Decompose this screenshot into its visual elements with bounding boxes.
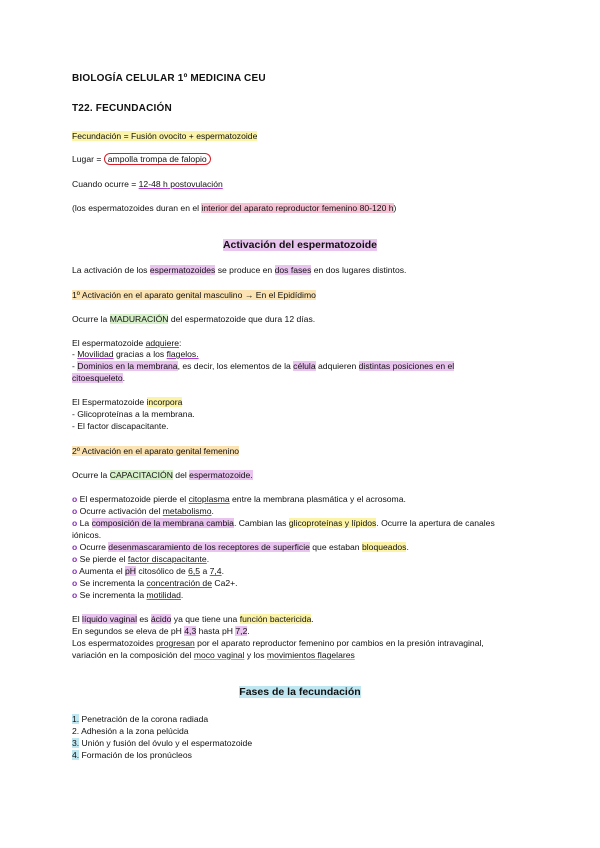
underlined-run: flagelos.: [166, 349, 199, 359]
highlight-run: 7,2: [235, 626, 248, 636]
underlined-run: metabolismo: [162, 506, 212, 516]
list-text: Penetración de la corona radiada: [79, 714, 209, 724]
highlight-run: MADURACIÓN: [109, 314, 169, 324]
highlight-run: 4,3: [184, 626, 197, 636]
text-run: adquieren: [315, 361, 359, 371]
underlined-run: Movilidad: [77, 349, 114, 359]
bullet-icon: o: [72, 554, 78, 564]
section-heading-activation: [0, 239, 600, 251]
text-run: El: [72, 614, 83, 624]
definition-line: [72, 131, 257, 142]
section-heading-text: Activación del espermatozoide: [222, 239, 378, 251]
text-run: El espermatozoide: [72, 338, 146, 348]
text-run: .: [122, 373, 126, 383]
domains-line-2: [72, 373, 125, 384]
bullet-icon: o: [72, 506, 78, 516]
text-run: y los: [244, 650, 267, 660]
mobility-line: [72, 349, 199, 360]
underlined-run: factor discapacitante: [127, 554, 207, 564]
bullet-icon: o: [72, 542, 78, 552]
underlined-run: adquiere: [145, 338, 180, 348]
highlight-run: CAPACITACIÓN: [109, 470, 173, 480]
highlight-run: espermatozoide.: [189, 470, 253, 480]
underlined-run: concentración de: [146, 578, 212, 588]
highlight-run: dos fases: [274, 265, 312, 275]
underlined-run: movimientos flagelares: [266, 650, 355, 660]
list-item: [72, 738, 252, 749]
text-run: . Ocurre la apertura de canales: [376, 518, 495, 528]
list-item: [72, 750, 192, 761]
text-run: del espermatozoide que dura 12 días.: [168, 314, 316, 324]
bullet-icon: o: [72, 590, 78, 600]
highlight-run: composición de la membrana cambia: [91, 518, 234, 528]
text-run: es: [136, 614, 151, 624]
when-line: [72, 179, 223, 190]
phase2-title-text: 2º Activación en el aparato genital femenino: [72, 446, 240, 456]
section-heading-phases: [0, 686, 600, 698]
survival-value: interior del aparato reproductor femenino 80-120 h: [201, 203, 394, 213]
domains-line: [72, 361, 454, 372]
place-value: ampolla trompa de falopio: [104, 153, 211, 165]
definition-text: Fecundación = Fusión ovocito + espermatozoide: [72, 131, 258, 141]
underlined-run: motilidad: [146, 590, 181, 600]
text-run: .: [206, 554, 210, 564]
text-run: La: [77, 518, 92, 528]
text-run: Ocurre la: [72, 470, 110, 480]
list-item: [72, 714, 208, 725]
vaginal-line-4: [72, 650, 355, 661]
text-run: Se pierde el: [77, 554, 128, 564]
list-item: [72, 518, 495, 529]
text-run: -: [72, 349, 78, 359]
highlight-run: citoesqueleto: [72, 373, 123, 383]
bullet-icon: o: [72, 494, 78, 504]
list-item: [72, 566, 224, 577]
text-run: El espermatozoide pierde el: [77, 494, 189, 504]
list-item: [72, 726, 189, 737]
text-run: Los espermatozoides: [72, 638, 157, 648]
text-run: ya que tiene una: [171, 614, 240, 624]
bullet-icon: o: [72, 578, 78, 588]
highlight-run: ácido: [150, 614, 172, 624]
text-run: Ocurre: [77, 542, 109, 552]
when-suffix: postovulación: [167, 179, 223, 189]
list-text: Unión y fusión del óvulo y el espermatozoide: [79, 738, 253, 748]
highlight-run: Dominios en la membrana: [77, 361, 178, 371]
highlight-run: pH: [125, 566, 137, 576]
list-item: [72, 506, 214, 517]
vaginal-line-3: [72, 638, 484, 649]
section-heading-text: Fases de la fecundación: [239, 686, 361, 698]
text-run: entre la membrana plasmática y el acrosoma.: [229, 494, 406, 504]
underlined-run: progresan: [156, 638, 195, 648]
highlight-run: glicoproteínas y lípidos: [288, 518, 377, 528]
text-run: en dos lugares distintos.: [311, 265, 407, 275]
text-run: La activación de los: [72, 265, 150, 275]
text-run: hasta pH: [196, 626, 236, 636]
bullet-icon: o: [72, 518, 78, 528]
text-run: .: [221, 566, 224, 576]
text-run: .: [180, 590, 184, 600]
highlight-run: función bactericida: [239, 614, 312, 624]
highlight-run: distintas posiciones en el: [358, 361, 455, 371]
underlined-run: 7,4: [209, 566, 222, 576]
text-run: . Cambian las: [233, 518, 289, 528]
text-run: del: [172, 470, 190, 480]
list-item: [72, 578, 238, 589]
text-run: Ca2+.: [211, 578, 238, 588]
list-item: [72, 494, 406, 505]
highlight-run: incorpora: [146, 397, 183, 407]
list-text: Formación de los pronúcleos: [79, 750, 192, 760]
phase1-title-text: 1º Activación en el aparato genital masculino → En el Epidídimo: [72, 290, 316, 300]
incorporates-line: [72, 397, 182, 408]
text-run: , es decir, los elementos de la: [177, 361, 294, 371]
text-run: Ocurre activación del: [77, 506, 163, 516]
bullet-icon: o: [72, 566, 78, 576]
list-item: [72, 590, 183, 601]
survival-prefix: (los espermatozoides duran en el: [72, 203, 202, 213]
text-run: .: [406, 542, 409, 552]
list-number: 1.: [72, 714, 80, 724]
when-prefix: Cuando ocurre =: [72, 179, 139, 189]
list-text: Adhesión a la zona pelúcida: [79, 726, 189, 736]
text-run: por el aparato reproductor femenino por cambios en la presión intravaginal,: [194, 638, 484, 648]
incorporates-item-2: - El factor discapacitante.: [72, 421, 169, 431]
activation-intro: [72, 265, 406, 276]
when-value: 12-48 h: [138, 179, 168, 189]
acquires-line: [72, 338, 181, 349]
text-run: Se incrementa la: [77, 590, 147, 600]
text-run: En segundos se eleva de pH: [72, 626, 185, 636]
survival-suffix: ): [393, 203, 397, 213]
text-run: que estaban: [309, 542, 362, 552]
text-run: a: [200, 566, 210, 576]
document-title: BIOLOGÍA CELULAR 1º MEDICINA CEU: [72, 73, 266, 84]
text-run: -: [72, 361, 78, 371]
maturation-line: [72, 314, 315, 325]
text-run: gracias a los: [113, 349, 167, 359]
underlined-run: 6,5: [188, 566, 201, 576]
text-run: variación en la composición del: [72, 650, 194, 660]
text-run: Ocurre la: [72, 314, 110, 324]
underlined-run: moco vaginal: [193, 650, 245, 660]
list-item: [72, 554, 209, 565]
place-prefix: Lugar =: [72, 154, 104, 164]
vaginal-line-2: [72, 626, 250, 637]
highlight-run: espermatozoides: [149, 265, 216, 275]
capacitation-line: [72, 470, 253, 481]
list-item: [72, 542, 409, 553]
highlight-run: bloqueados: [361, 542, 407, 552]
incorporates-item-1: - Glicoproteínas a la membrana.: [72, 409, 195, 419]
list-item-continuation: iónicos.: [72, 530, 102, 540]
text-run: El Espermatozoide: [72, 397, 147, 407]
highlight-run: célula: [293, 361, 316, 371]
phase2-title: [72, 446, 239, 457]
vaginal-line-1: [72, 614, 314, 625]
place-line: [72, 154, 211, 165]
text-run: citosólico de: [136, 566, 189, 576]
text-run: Aumenta el: [77, 566, 126, 576]
text-run: .: [311, 614, 314, 624]
underlined-run: citoplasma: [188, 494, 230, 504]
text-run: :: [179, 338, 182, 348]
topic-heading: T22. FECUNDACIÓN: [72, 103, 172, 114]
text-run: .: [247, 626, 250, 636]
highlight-run: líquido vaginal: [82, 614, 137, 624]
list-number: 4.: [72, 750, 80, 760]
list-number: 3.: [72, 738, 80, 748]
list-number: 2.: [72, 726, 80, 736]
text-run: Se incrementa la: [77, 578, 147, 588]
text-run: .: [211, 506, 214, 516]
phase1-title: [72, 290, 316, 301]
highlight-run: desenmascaramiento de los receptores de superficie: [108, 542, 310, 552]
text-run: se produce en: [215, 265, 275, 275]
survival-line: [72, 203, 396, 214]
